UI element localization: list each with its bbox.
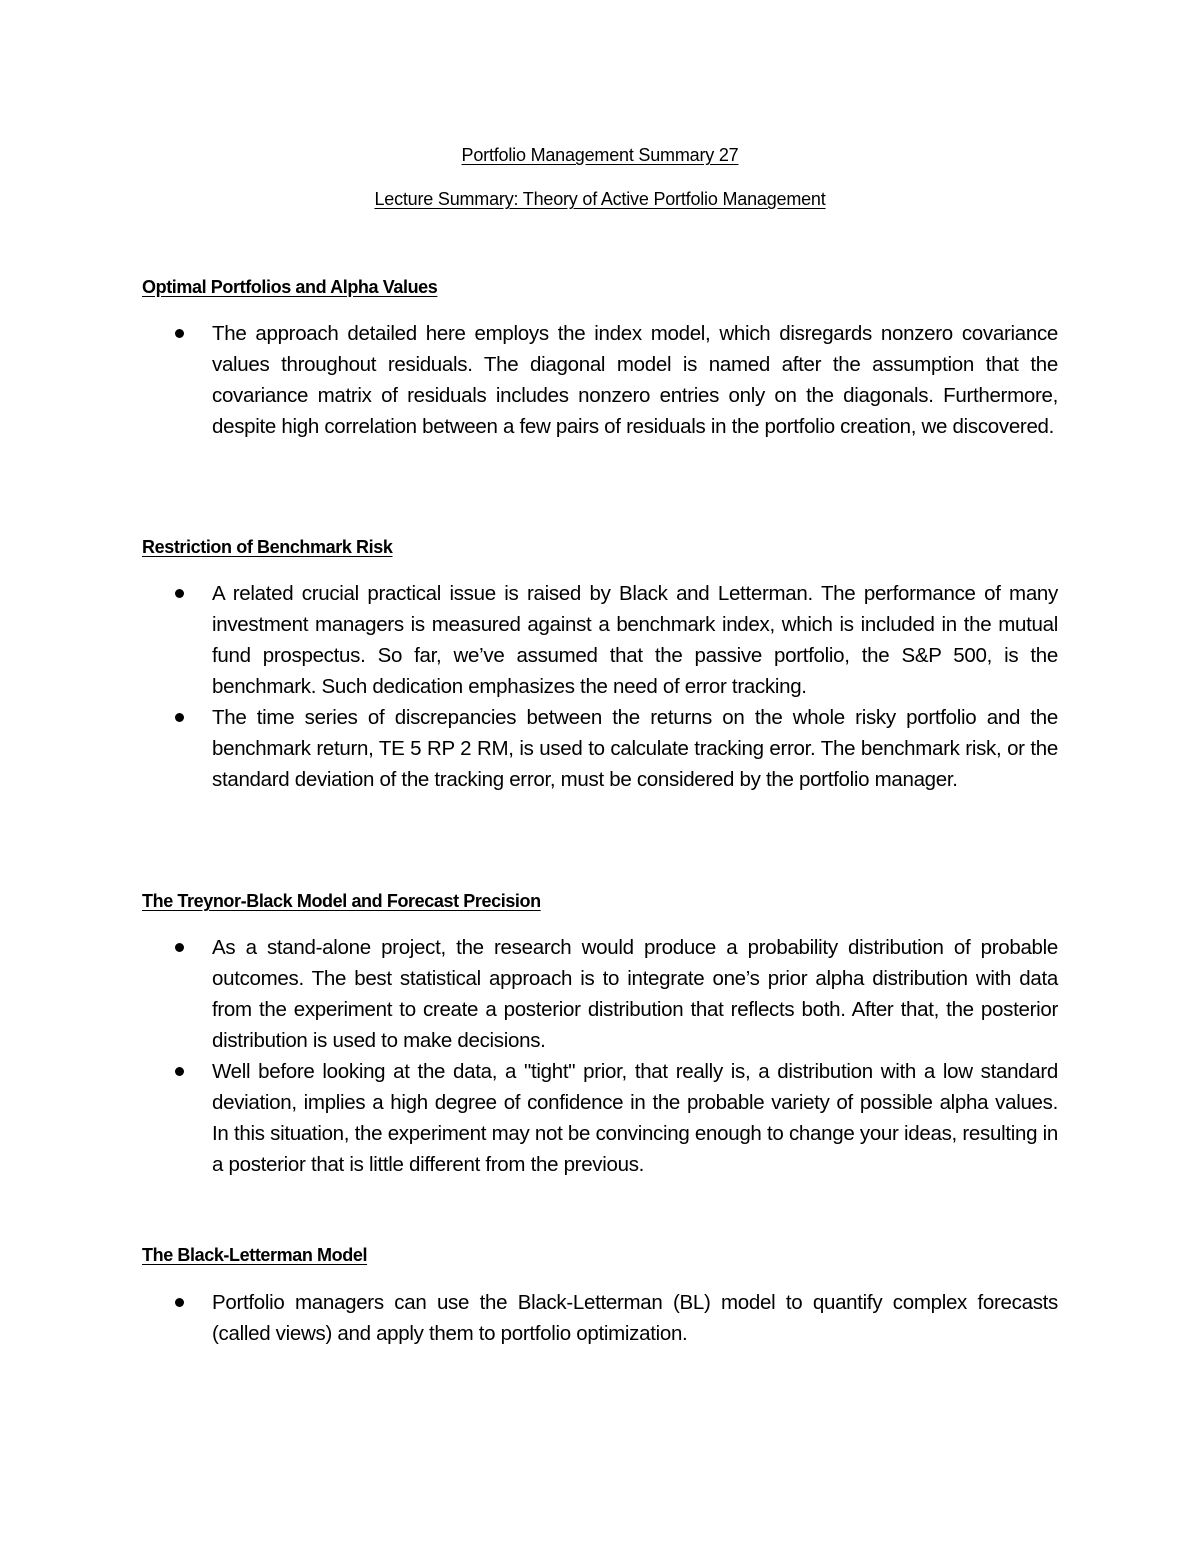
list-item bbox=[170, 1056, 1058, 1180]
list-item bbox=[170, 318, 1058, 442]
list-item bbox=[170, 932, 1058, 1056]
bullet-list-black-letterman bbox=[170, 1287, 1058, 1349]
bullet-list-benchmark-risk bbox=[170, 578, 1058, 795]
bullet-icon bbox=[175, 329, 184, 338]
list-item bbox=[170, 1287, 1058, 1349]
section-heading-treynor-black: The Treynor-Black Model and Forecast Precision bbox=[142, 891, 541, 911]
bullet-text: Portfolio managers can use the Black-Letterman (BL) model to quantify complex forecasts (called views) and apply them to portfolio optimization. bbox=[212, 1291, 1058, 1345]
bullet-text: Well before looking at the data, a "tight" prior, that really is, a distribution with a low standard deviation, implies a high degree of confidence in the probable variety of possible alpha values. In this situation, the experiment may not be convincing enough to change your ideas, resulting in a posterior that is little different from the previous. bbox=[212, 1060, 1058, 1176]
list-item bbox=[170, 578, 1058, 702]
bullet-text: The approach detailed here employs the index model, which disregards nonzero covariance values throughout residuals. The diagonal model is named after the assumption that the covariance matrix of residuals includes nonzero entries only on the diagonals. Furthermore, despite high correlation between a few pairs of residuals in the portfolio creation, we discovered. bbox=[212, 322, 1058, 438]
list-item bbox=[170, 702, 1058, 795]
document-subtitle: Lecture Summary: Theory of Active Portfolio Management bbox=[374, 189, 826, 209]
bullet-icon bbox=[175, 943, 184, 952]
bullet-icon bbox=[175, 713, 184, 722]
section-heading-black-letterman: The Black-Letterman Model bbox=[142, 1245, 368, 1265]
section-heading-optimal-portfolios: Optimal Portfolios and Alpha Values bbox=[142, 277, 438, 297]
bullet-icon bbox=[175, 589, 184, 598]
bullet-icon bbox=[175, 1067, 184, 1076]
bullet-list-treynor-black bbox=[170, 932, 1058, 1180]
bullet-text: The time series of discrepancies between the returns on the whole risky portfolio and the benchmark return, TE 5 RP 2 RM, is used to calculate tracking error. The benchmark risk, or the standard deviation of the tracking error, must be considered by the portfolio manager. bbox=[212, 706, 1058, 791]
section-heading-benchmark-risk: Restriction of Benchmark Risk bbox=[142, 537, 393, 557]
bullet-text: A related crucial practical issue is raised by Black and Letterman. The performance of many investment managers is measured against a benchmark index, which is included in the mutual fund prospectus. So far, we’ve assumed that the passive portfolio, the S&P 500, is the benchmark. Such dedication emphasizes the need of error tracking. bbox=[212, 582, 1058, 698]
bullet-icon bbox=[175, 1298, 184, 1307]
bullet-list-optimal-portfolios bbox=[170, 318, 1058, 442]
document-title: Portfolio Management Summary 27 bbox=[461, 145, 739, 165]
bullet-text: As a stand-alone project, the research would produce a probability distribution of probable outcomes. The best statistical approach is to integrate one’s prior alpha distribution with data from the experiment to create a posterior distribution that reflects both. After that, the posterior distribution is used to make decisions. bbox=[212, 936, 1058, 1052]
